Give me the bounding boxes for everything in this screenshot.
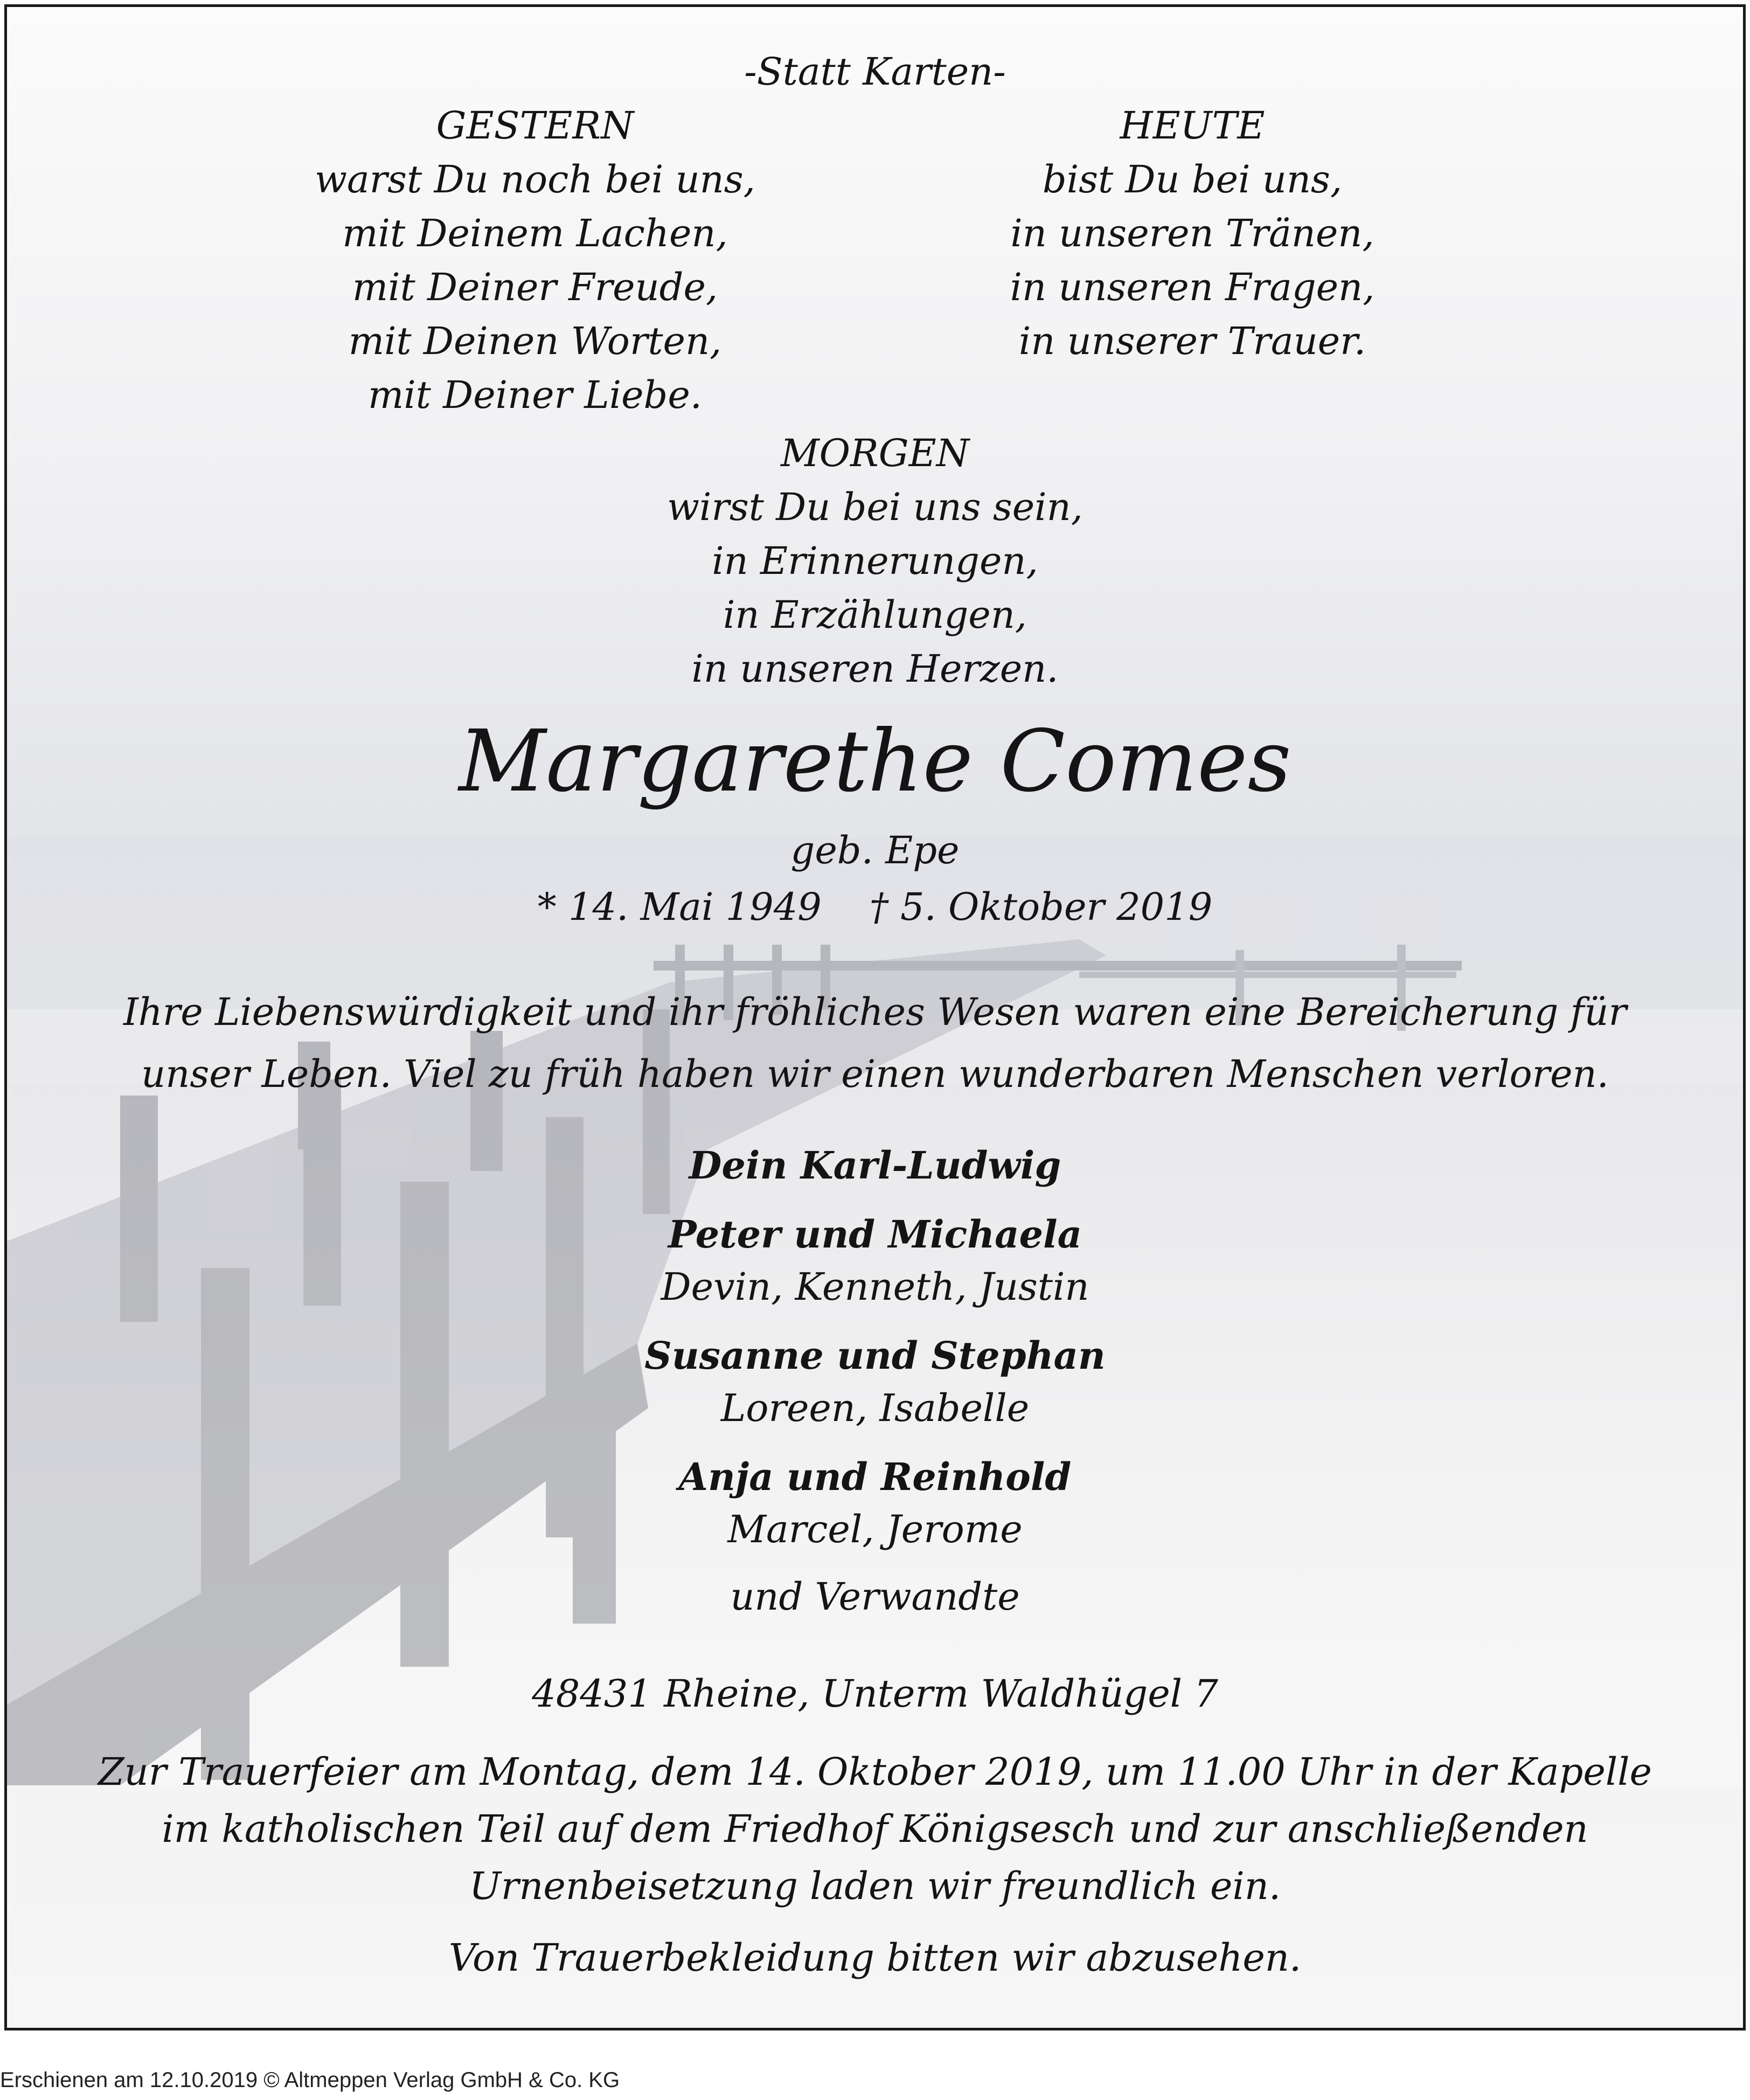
relatives: und Verwandte (730, 1575, 1020, 1619)
ceremony-line: Urnenbeisetzung laden wir freundlich ein. (469, 1864, 1281, 1908)
poem-center-column (7, 426, 1743, 696)
poem-right-column (837, 99, 1548, 368)
poem-line: GESTERN (436, 103, 634, 148)
tribute-line: Ihre Liebenswürdigkeit und ihr fröhliches Wesen waren eine Bereicherung für (123, 990, 1627, 1034)
poem-line: in unseren Herzen. (691, 647, 1059, 691)
family-children-3: Loreen, Isabelle (720, 1386, 1030, 1430)
poem-line: mit Deiner Liebe. (367, 373, 703, 417)
dress-note: Von Trauerbekleidung bitten wir abzusehen. (448, 1936, 1302, 1980)
address: 48431 Rheine, Unterm Waldhügel 7 (532, 1672, 1218, 1716)
poem-line: in Erinnerungen, (712, 539, 1038, 583)
poem-line: in unseren Tränen, (1010, 211, 1374, 255)
tribute-line: unser Leben. Viel zu früh haben wir einen wunderbaren Menschen verloren. (141, 1052, 1609, 1096)
ceremony-line: im katholischen Teil auf dem Friedhof Königsesch und zur anschließenden (162, 1807, 1588, 1851)
poem-line: warst Du noch bei uns, (315, 157, 755, 202)
poem-line: mit Deiner Freude, (352, 265, 718, 309)
maiden-name: geb. Epe (790, 828, 960, 872)
poem-line: bist Du bei uns, (1042, 157, 1343, 202)
poem-line: MORGEN (780, 431, 970, 475)
header-statt-karten: -Statt Karten- (744, 50, 1006, 94)
family-children-4: Marcel, Jerome (727, 1507, 1023, 1551)
poem-line: in unserer Trauer. (1018, 319, 1366, 363)
poem-line: HEUTE (1120, 103, 1265, 148)
ceremony-text (7, 1743, 1743, 1915)
family-name-4: Anja und Reinhold (678, 1454, 1072, 1499)
poem-line: mit Deinen Worten, (348, 319, 722, 363)
life-dates: * 14. Mai 1949 † 5. Oktober 2019 (537, 885, 1213, 929)
poem-left-column (179, 99, 891, 422)
family-children-2: Devin, Kenneth, Justin (661, 1265, 1089, 1309)
tribute-text (7, 981, 1743, 1105)
poem-line: mit Deinem Lachen, (342, 211, 728, 255)
deceased-name: Margarethe Comes (459, 712, 1291, 811)
family-name-2: Peter und Michaela (668, 1212, 1082, 1257)
family-name-3: Susanne und Stephan (644, 1333, 1106, 1378)
family-name-1: Dein Karl-Ludwig (689, 1143, 1061, 1188)
ceremony-line: Zur Trauerfeier am Montag, dem 14. Oktober 2019, um 11.00 Uhr in der Kapelle (98, 1750, 1652, 1794)
publication-footer: Erschienen am 12.10.2019 © Altmeppen Verlag GmbH & Co. KG (0, 2068, 620, 2092)
poem-line: in Erzählungen, (723, 593, 1027, 637)
poem-line: wirst Du bei uns sein, (667, 485, 1083, 529)
poem-line: in unseren Fragen, (1010, 265, 1375, 309)
obituary-card (4, 4, 1746, 2030)
